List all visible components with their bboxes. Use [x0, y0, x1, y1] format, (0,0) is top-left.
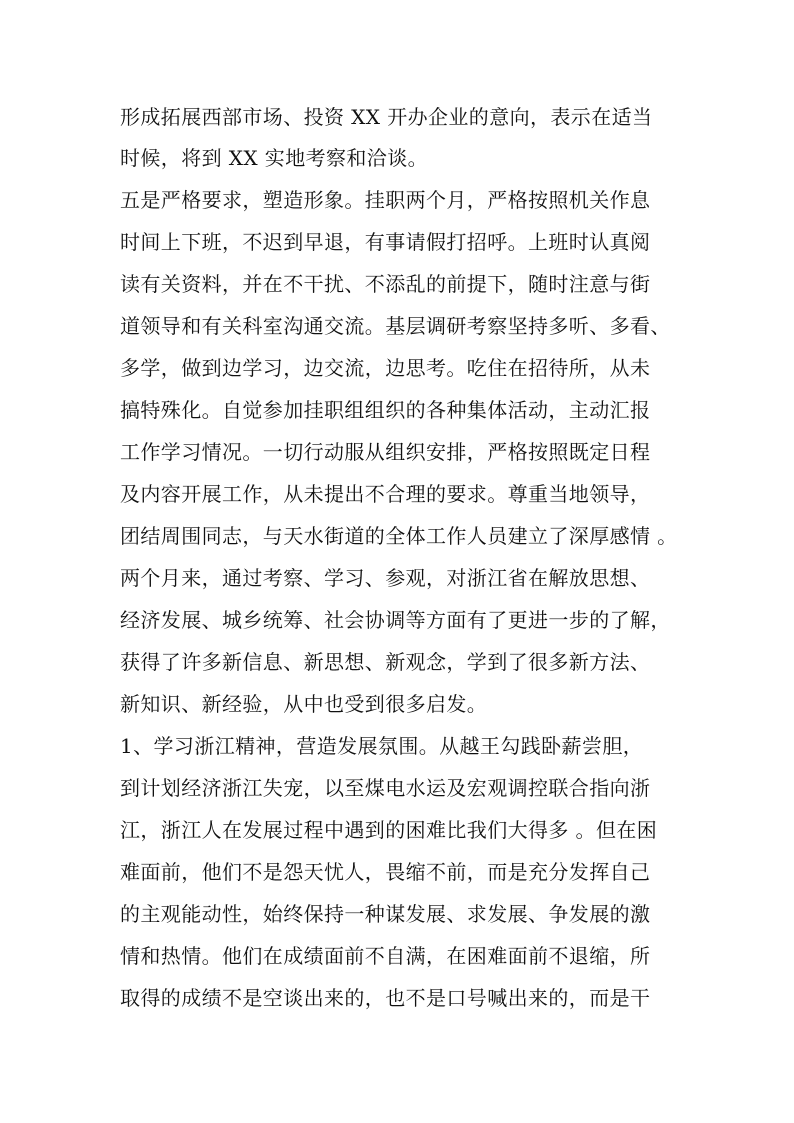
text-line: 新知识、新经验，从中也受到很多启发。: [120, 692, 488, 716]
text-line: 到计划经济浙江失宠，以至煤电水运及宏观调控联合指向浙: [120, 776, 651, 800]
text-line: 的主观能动性，始终保持一种谋发展、求发展、争发展的激: [120, 902, 651, 926]
text-line: 取得的成绩不是空谈出来的，也不是口号喊出来的，而是干: [120, 986, 651, 1010]
text-line: 团结周围同志，与天水街道的全体工作人员建立了深厚感情 。: [120, 524, 678, 548]
text-line: 五是严格要求，塑造形象。挂职两个月，严格按照机关作息: [120, 188, 651, 212]
text-line: 道领导和有关科室沟通交流。基层调研考察坚持多听、多看、: [120, 314, 671, 338]
text-line: 经济发展、城乡统筹、社会协调等方面有了更进一步的了解，: [120, 608, 671, 632]
text-line: 及内容开展工作，从未提出不合理的要求。尊重当地领导，: [120, 482, 651, 506]
text-line: 形成拓展西部市场、投资 XX 开办企业的意向，表示在适当: [120, 105, 653, 129]
text-line: 江，浙江人在发展过程中遇到的困难比我们大得多 。但在困: [120, 818, 658, 842]
text-line: 情和热情。他们在成绩面前不自满，在困难面前不退缩，所: [120, 944, 651, 968]
text-line: 时候，将到 XX 实地考察和洽谈。: [120, 146, 428, 170]
text-line: 1、学习浙江精神，营造发展氛围。从越王勾践卧薪尝胆，: [120, 734, 644, 758]
text-line: 难面前，他们不是怨天忧人，畏缩不前，而是充分发挥自己: [120, 860, 651, 884]
text-line: 工作学习情况。一切行动服从组织安排，严格按照既定日程: [120, 440, 651, 464]
text-line: 读有关资料，并在不干扰、不添乱的前提下，随时注意与街: [120, 272, 651, 296]
text-line: 搞特殊化。自觉参加挂职组组织的各种集体活动，主动汇报: [120, 398, 651, 422]
text-line: 多学，做到边学习，边交流，边思考。吃住在招待所，从未: [120, 356, 651, 380]
text-line: 两个月来，通过考察、学习、参观，对浙江省在解放思想、: [120, 566, 651, 590]
text-line: 时间上下班，不迟到早退，有事请假打招呼。上班时认真阅: [120, 230, 651, 254]
text-line: 获得了许多新信息、新思想、新观念，学到了很多新方法、: [120, 650, 651, 674]
